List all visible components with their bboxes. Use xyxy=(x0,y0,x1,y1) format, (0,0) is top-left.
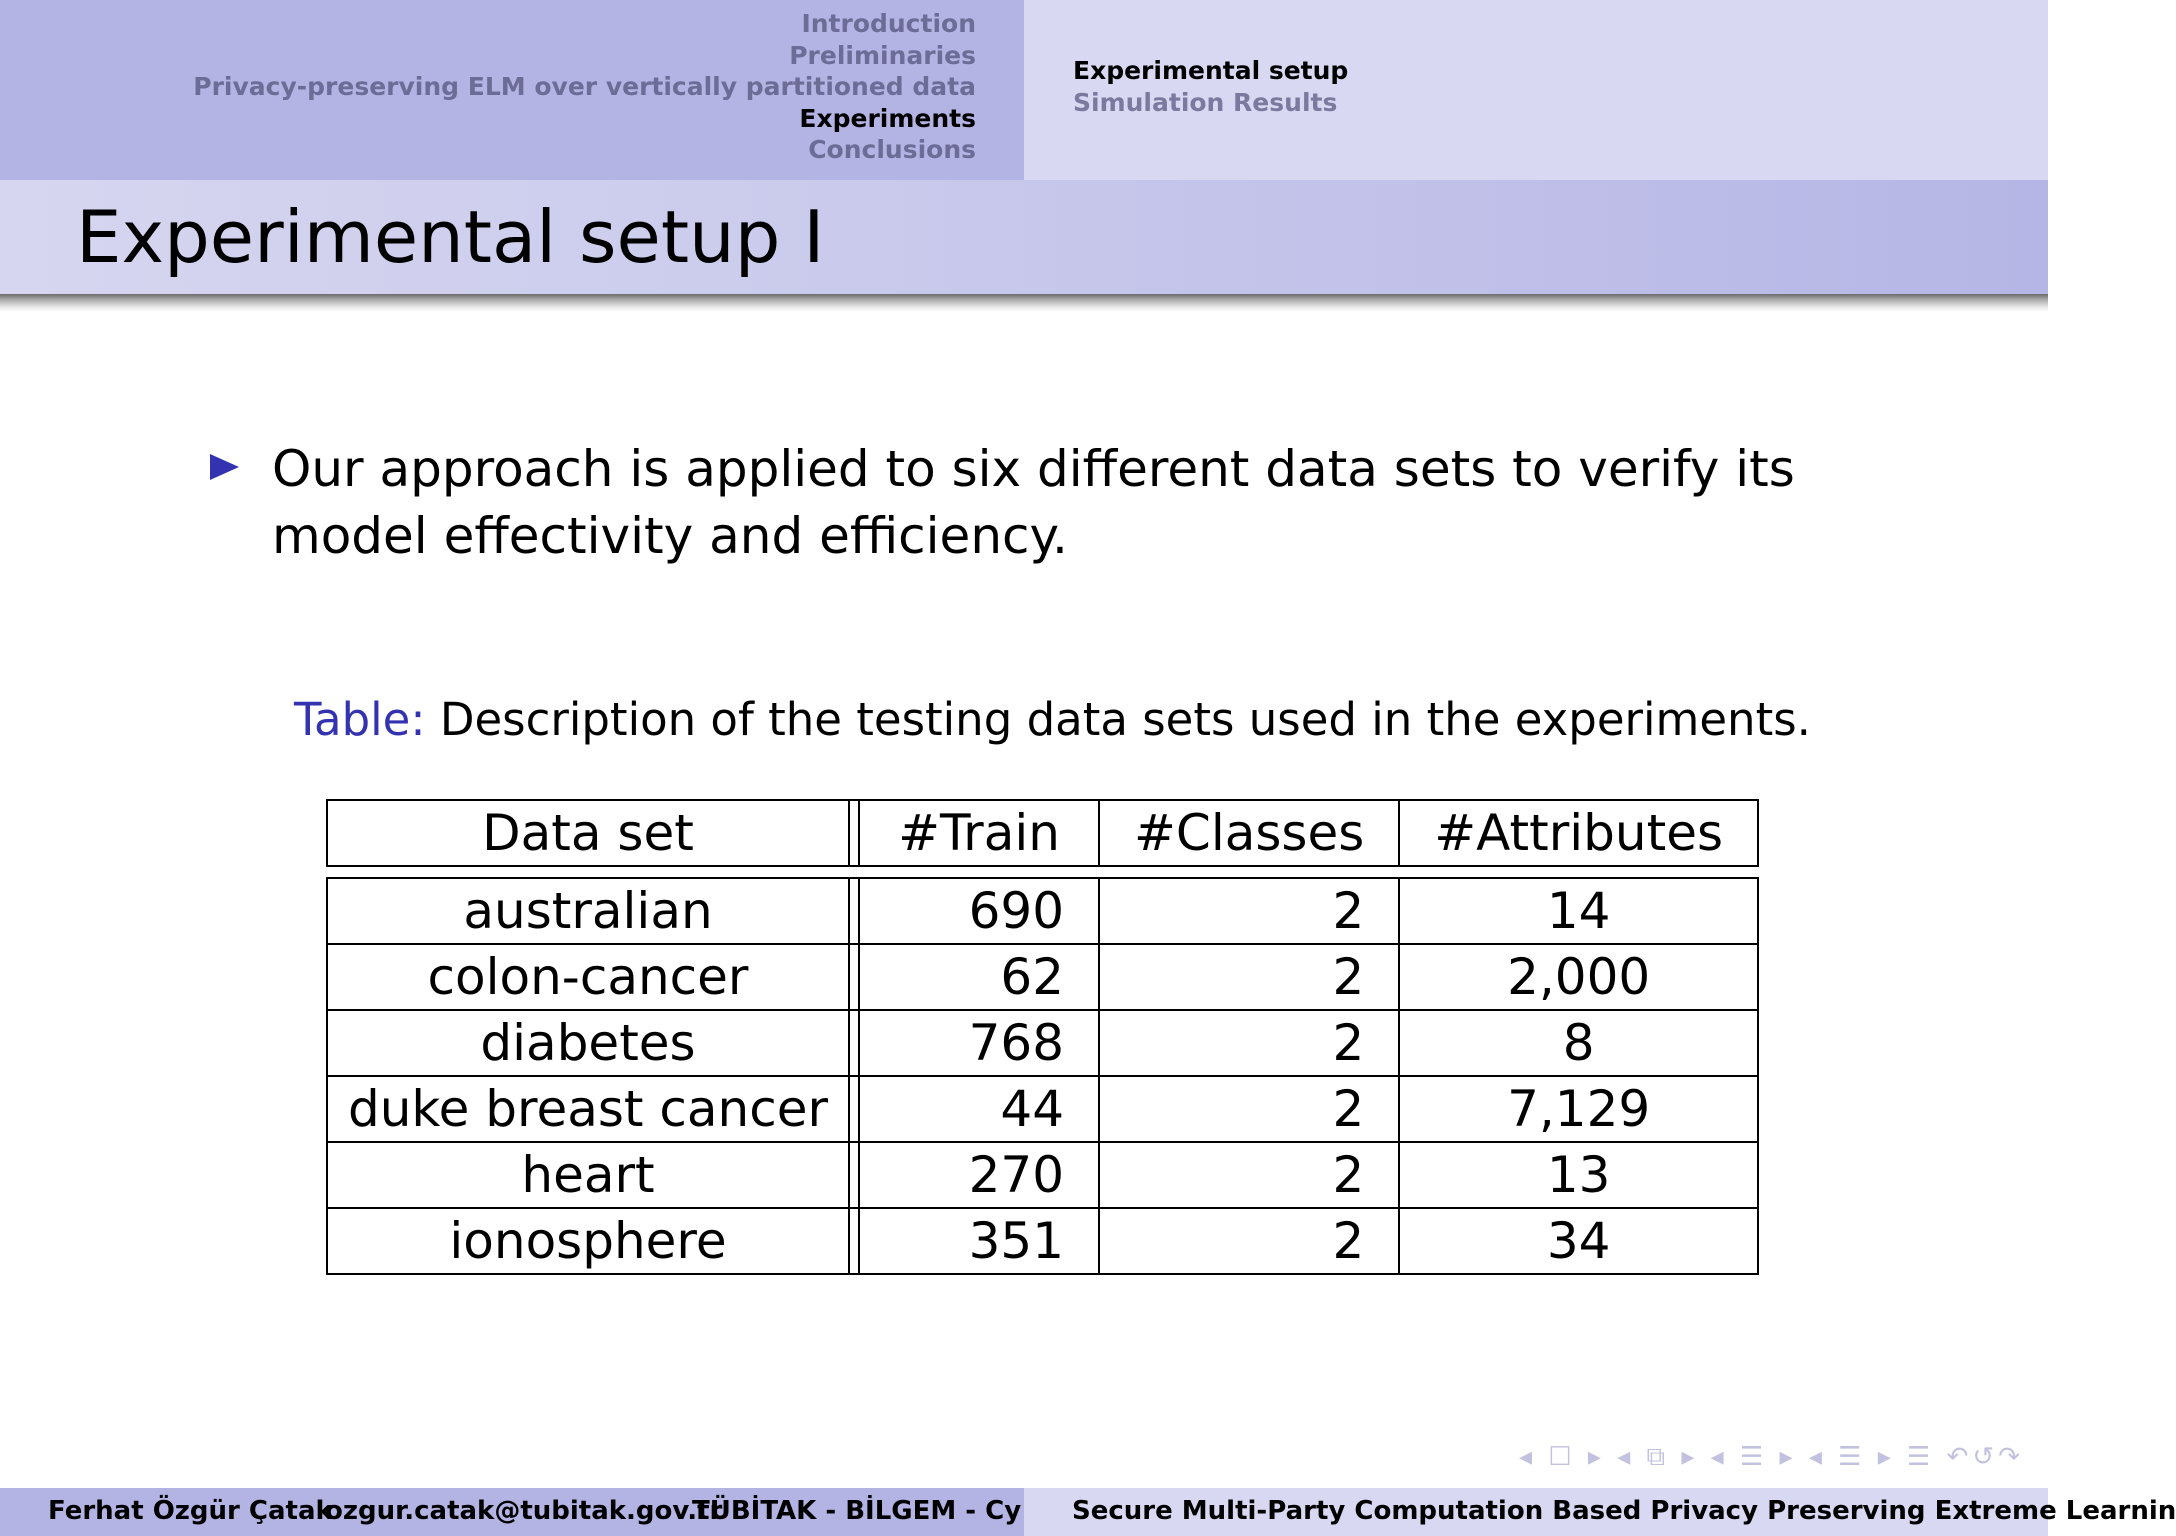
header-data-set: Data set xyxy=(327,800,849,866)
section-nav xyxy=(193,8,976,166)
cell-classes: 2 xyxy=(1099,1208,1399,1274)
table-row xyxy=(327,944,1758,1010)
header-train: #Train xyxy=(859,800,1099,866)
footer-left xyxy=(0,1488,1024,1536)
table-row xyxy=(327,878,1758,944)
nav-subsection-experimental-setup[interactable]: Experimental setup xyxy=(1073,56,1349,85)
nav-subsection-simulation-results[interactable]: Simulation Results xyxy=(1073,87,1338,117)
title-bar-shadow xyxy=(0,294,2048,312)
cell-train: 351 xyxy=(859,1208,1099,1274)
footer-author: Ferhat Özgür Çatak xyxy=(48,1496,333,1526)
caption-text: Description of the testing data sets used in the experiments. xyxy=(425,693,1811,746)
header-sections-panel xyxy=(0,0,1024,180)
cell-classes: 2 xyxy=(1099,1142,1399,1208)
cell-data-set: heart xyxy=(327,1142,849,1208)
cell-data-set: colon-cancer xyxy=(327,944,849,1010)
cell-attributes: 2,000 xyxy=(1399,944,1758,1010)
nav-section-conclusions[interactable]: Conclusions xyxy=(808,135,976,164)
column-separator xyxy=(849,800,859,866)
header-attributes: #Attributes xyxy=(1399,800,1758,866)
bullet-arrow-icon xyxy=(210,454,239,480)
cell-data-set: duke breast cancer xyxy=(327,1076,849,1142)
column-separator xyxy=(849,1076,859,1142)
cell-classes: 2 xyxy=(1099,1010,1399,1076)
cell-attributes: 13 xyxy=(1399,1142,1758,1208)
column-separator xyxy=(849,1010,859,1076)
table-caption xyxy=(294,690,1811,750)
cell-classes: 2 xyxy=(1099,878,1399,944)
bullet-text: Our approach is applied to six different data sets to verify its model effectivity and efficiency. xyxy=(272,440,1795,565)
nav-section-preliminaries[interactable]: Preliminaries xyxy=(789,40,976,70)
cell-train: 690 xyxy=(859,878,1099,944)
cell-train: 270 xyxy=(859,1142,1099,1208)
column-separator xyxy=(849,1208,859,1274)
caption-label: Table: xyxy=(294,693,426,746)
cell-train: 62 xyxy=(859,944,1099,1010)
footer-email: ozgur.catak@tubitak.gov.tr xyxy=(325,1496,723,1526)
nav-section-privacy-preserving-elm[interactable]: Privacy-preserving ELM over vertically partitioned data xyxy=(193,72,976,101)
cell-train: 44 xyxy=(859,1076,1099,1142)
column-separator xyxy=(849,878,859,944)
table-row xyxy=(327,1010,1758,1076)
header-gap xyxy=(327,866,1758,878)
cell-data-set: ionosphere xyxy=(327,1208,849,1274)
cell-data-set: diabetes xyxy=(327,1010,849,1076)
header-classes: #Classes xyxy=(1099,800,1399,866)
table-row xyxy=(327,1142,1758,1208)
cell-data-set: australian xyxy=(327,878,849,944)
footer-right xyxy=(1024,1488,2176,1536)
frame-title: Experimental setup I xyxy=(76,195,825,279)
footer-talk-title: Secure Multi-Party Computation Based Privacy Preserving Extreme Learnin xyxy=(1072,1496,2176,1526)
datasets-table xyxy=(326,799,1759,1275)
cell-train: 768 xyxy=(859,1010,1099,1076)
footer-institute: TÜBİTAK - BİLGEM - Cy xyxy=(692,1496,1022,1526)
table-row xyxy=(327,1076,1758,1142)
cell-attributes: 7,129 xyxy=(1399,1076,1758,1142)
nav-section-experiments[interactable]: Experiments xyxy=(799,103,976,133)
column-separator xyxy=(849,944,859,1010)
cell-attributes: 34 xyxy=(1399,1208,1758,1274)
cell-classes: 2 xyxy=(1099,1076,1399,1142)
header-subsections-panel xyxy=(1024,0,2048,180)
nav-section-introduction[interactable]: Introduction xyxy=(801,9,976,38)
table-header-row xyxy=(327,800,1758,866)
cell-attributes: 8 xyxy=(1399,1010,1758,1076)
cell-attributes: 14 xyxy=(1399,878,1758,944)
subsection-nav xyxy=(1073,55,1348,118)
column-separator xyxy=(849,1142,859,1208)
cell-classes: 2 xyxy=(1099,944,1399,1010)
table-row xyxy=(327,1208,1758,1274)
beamer-navigation-icons[interactable]: ◂ ☐ ▸ ◂ ⧉ ▸ ◂ ☰ ▸ ◂ ☰ ▸ ☰ ↶↺↷ xyxy=(1518,1442,2024,1472)
